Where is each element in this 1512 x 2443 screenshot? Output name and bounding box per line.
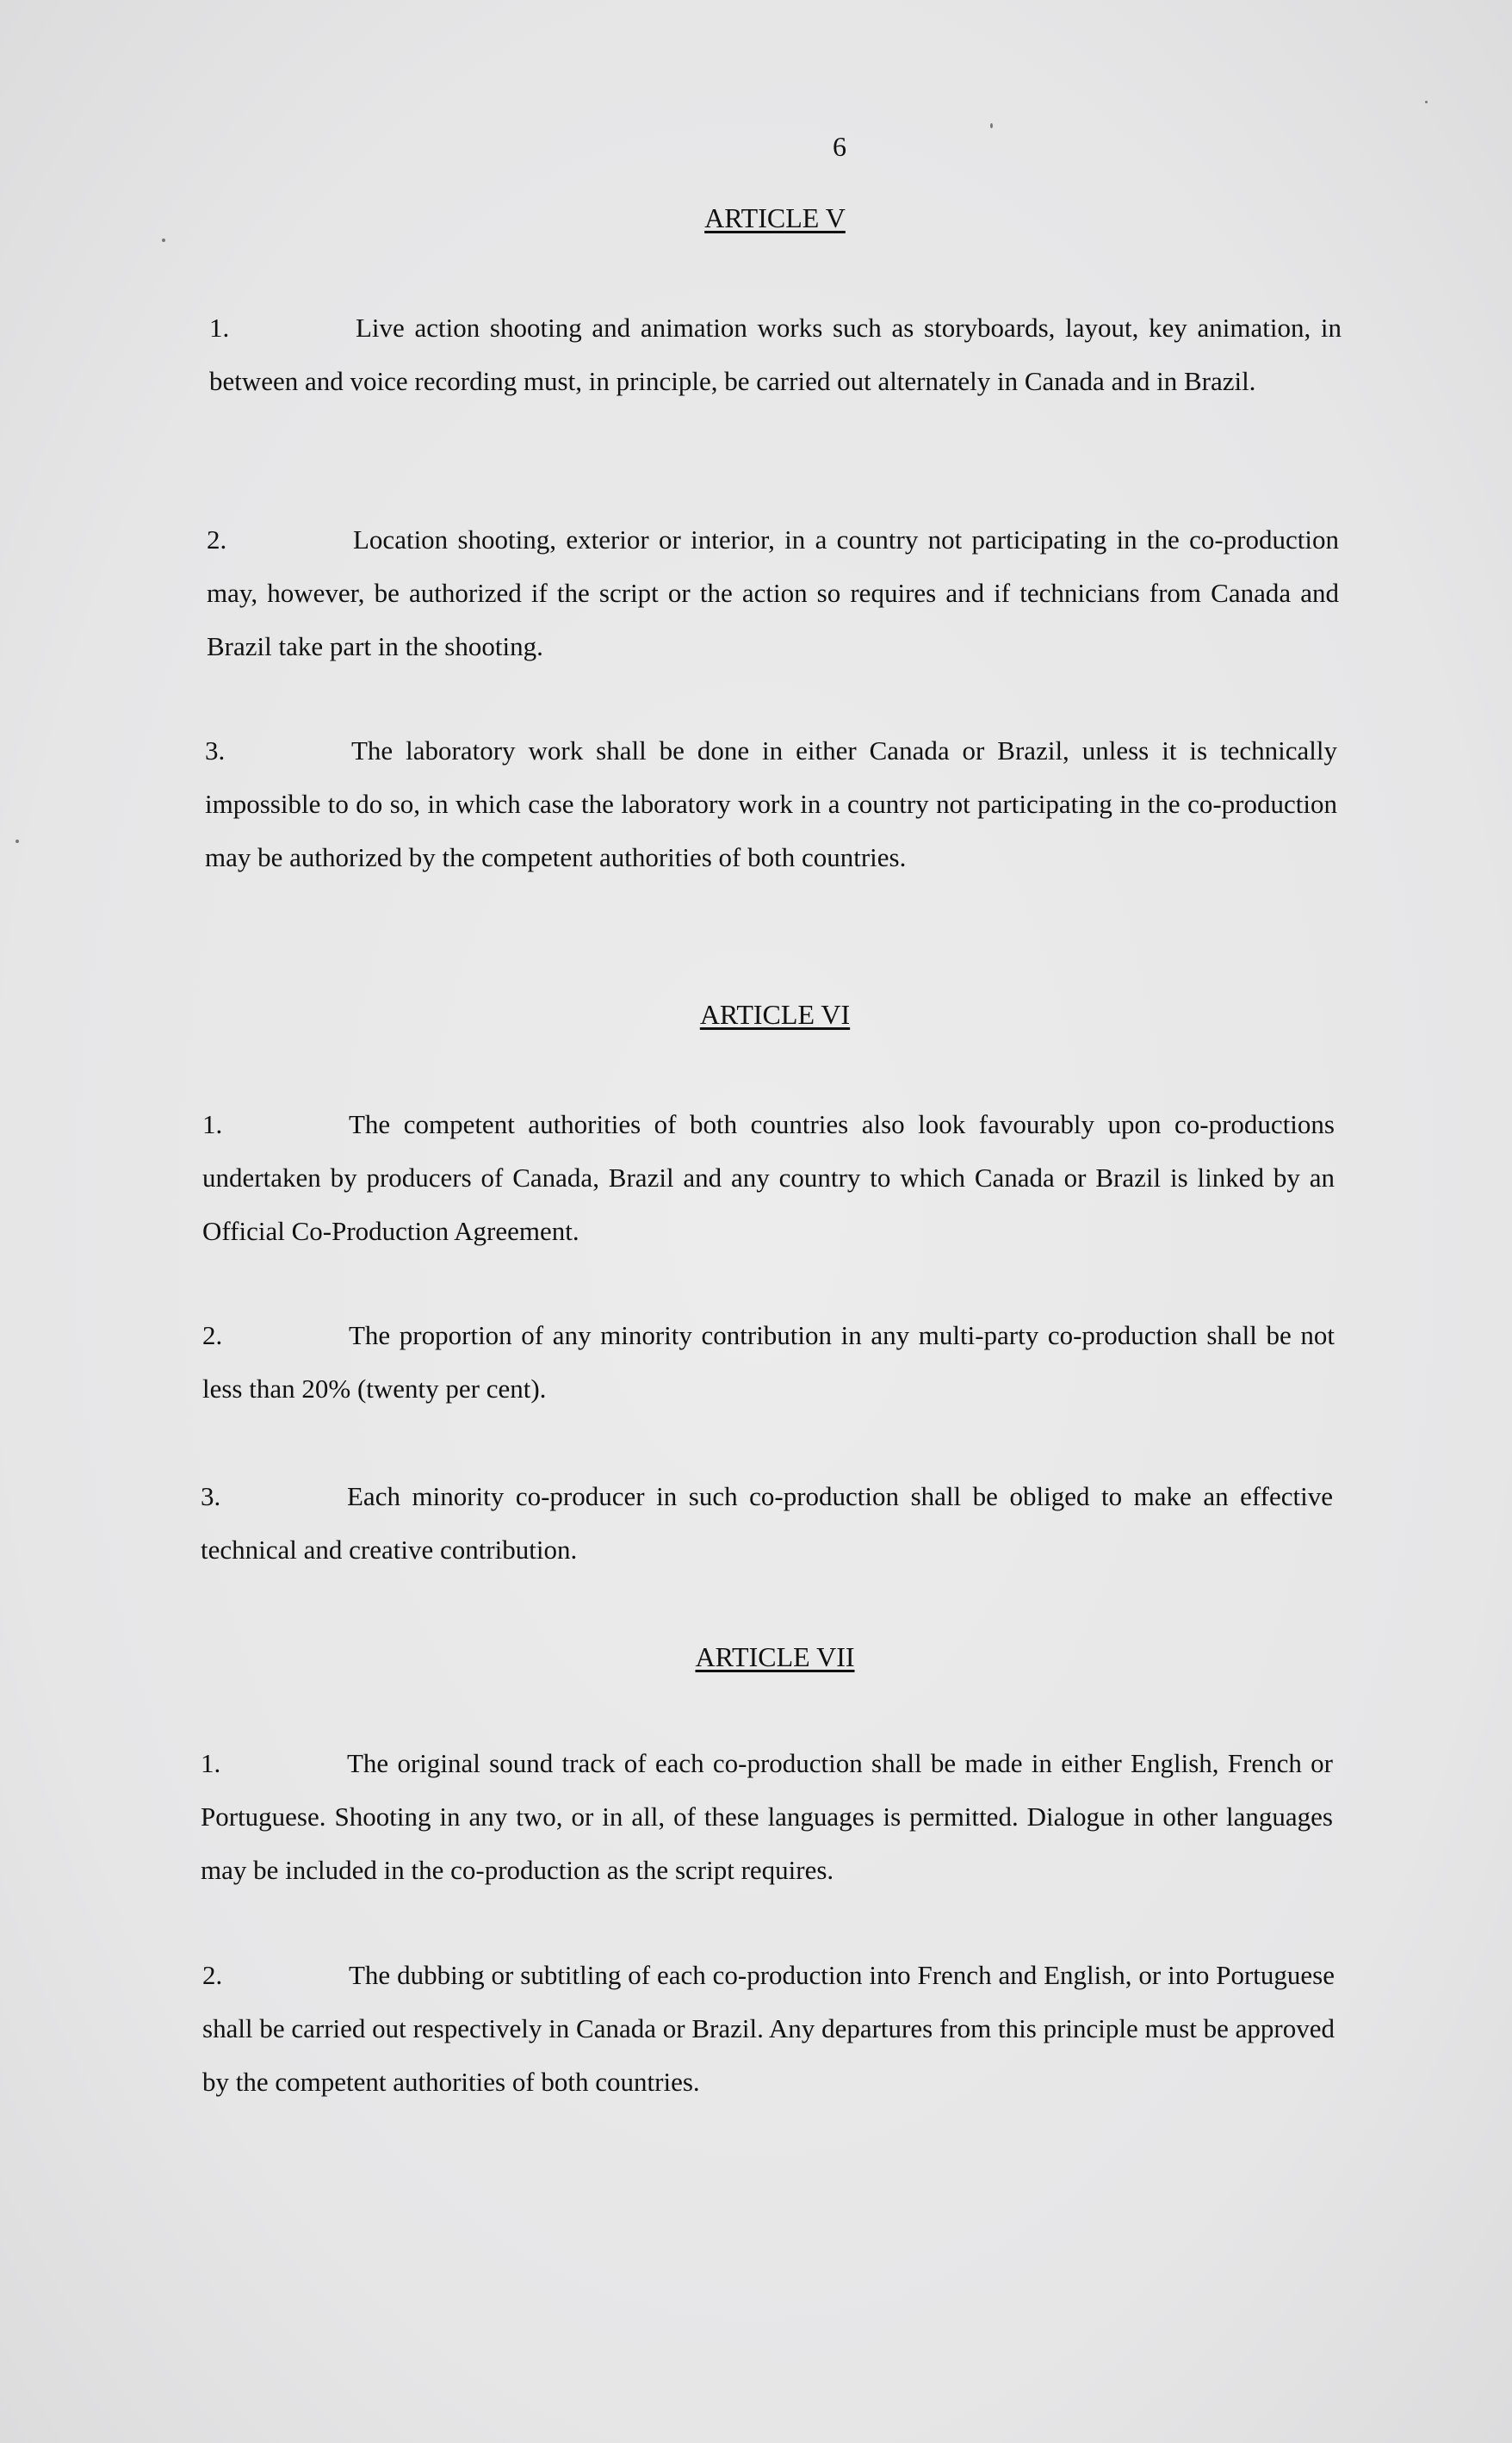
paragraph-text: The original sound track of each co-production shall be made in either English, French or Portuguese. Shooting in any two, or in all, of these languages is permitted. Dialogue in other languages may be included in the co-production as the script requires. [201,1748,1333,1885]
paragraph-number: 3. [201,1481,221,1511]
paragraph-text: The dubbing or subtitling of each co-production into French and English, or into Portuguese shall be carried out respectively in Canada or Brazil. Any departures from this principle must be approved by the competent authorities of both countries. [202,1960,1335,2097]
article-heading: ARTICLE V [704,202,846,233]
scan-speck [15,840,19,843]
paragraph-text: Location shooting, exterior or interior, in a country not participating in the co-production may, however, be authorized if the script or the action so requires and if technicians from Canada and Brazil take part in the shooting. [207,524,1339,661]
paragraph-number: 1. [201,1748,221,1778]
paragraph-number: 2. [207,524,227,555]
scan-speck [162,239,165,242]
article-paragraph [207,513,1339,673]
scan-speck [990,123,993,128]
paragraph-number: 1. [209,313,230,343]
article-paragraph [202,1309,1335,1416]
paragraph-text: The proportion of any minority contribution in any multi-party co-production shall be not less than 20% (twenty per cent). [202,1320,1335,1404]
paragraph-text: Live action shooting and animation works such as storyboards, layout, key animation, in between and voice recording must, in principle, be carried out alternately in Canada and in Brazil. [209,313,1342,396]
paragraph-number: 2. [202,1960,223,1990]
article-paragraph [202,1098,1335,1258]
article-paragraph [201,1737,1333,1897]
article-paragraph [202,1949,1335,2109]
paragraph-number: 1. [202,1109,223,1139]
paragraph-number: 3. [205,735,226,766]
article-paragraph [205,724,1337,884]
page-number: 6 [833,131,846,162]
paragraph-text: Each minority co-producer in such co-production shall be obliged to make an effective technical and creative contribution. [201,1481,1333,1565]
paragraph-text: The competent authorities of both countries also look favourably upon co-productions undertaken by producers of Canada, Brazil and any country to which Canada or Brazil is linked by an Official Co-Production Agreement. [202,1109,1335,1246]
article-heading: ARTICLE VI [699,999,851,1030]
article-paragraph [209,301,1342,408]
article-paragraph [201,1470,1333,1577]
paragraph-number: 2. [202,1320,223,1350]
scan-speck [1425,101,1428,103]
article-heading: ARTICLE VII [695,1641,855,1672]
paragraph-text: The laboratory work shall be done in either Canada or Brazil, unless it is technically impossible to do so, in which case the laboratory work in a country not participating in the co-production may be authorized by the competent authorities of both countries. [205,735,1337,872]
